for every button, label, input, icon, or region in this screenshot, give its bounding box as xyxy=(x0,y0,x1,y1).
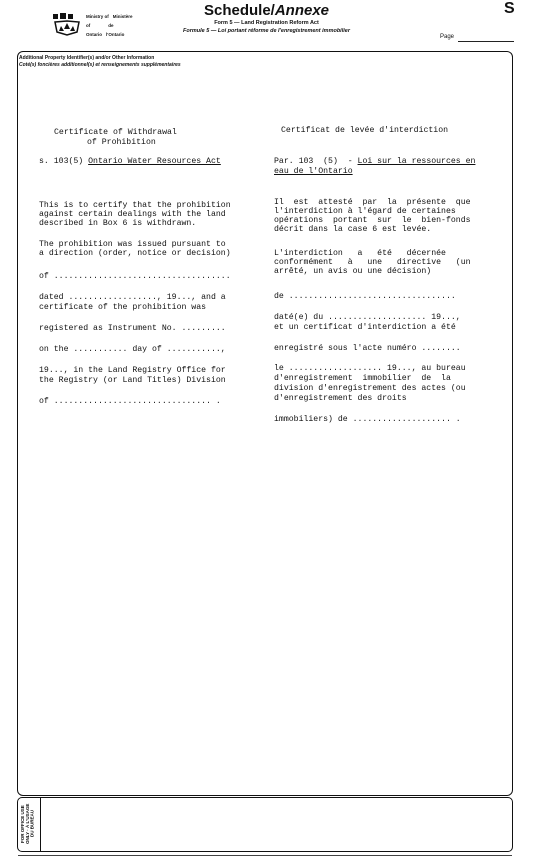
en-line-on-the: on the ........... day of ..........., xyxy=(39,345,226,354)
office-use-divider xyxy=(40,797,41,852)
en-line-of-end: of ................................ . xyxy=(39,397,221,406)
fr-line-enregistre: enregistré sous l'acte numéro ........ xyxy=(274,344,461,353)
ministry-en: Ministry of xyxy=(86,14,109,19)
en-statute-name: Ontario Water Resources Act xyxy=(88,157,221,166)
fr-line-le-1: le ................... 19..., au bureau xyxy=(274,364,466,373)
fr-line-le-3: division d'enregistrement des actes (ou xyxy=(274,384,466,393)
additional-info-label-en: Additional Property Identifier(s) and/or Other Information xyxy=(19,55,155,61)
fr-statute-ref: Par. 103 (5) - xyxy=(274,157,358,166)
fr-line-date-1: daté(e) du .................... 19..., xyxy=(274,313,461,322)
en-heading-2: of Prohibition xyxy=(87,138,156,147)
en-statute-ref: s. 103(5) xyxy=(39,157,89,166)
ministry-line2-en: of xyxy=(86,23,91,28)
fr-line-le-4: d'enregistrement des droits xyxy=(274,394,407,403)
ministry-fr: Ministère xyxy=(112,14,133,19)
en-line-dated-2: certificate of the prohibition was xyxy=(39,303,207,312)
page-title xyxy=(0,2,533,19)
en-line-dated-1: dated .................., 19..., and a xyxy=(39,293,226,302)
fr-line-date-2: et un certificat d'interdiction a été xyxy=(274,323,456,332)
page-label: Page xyxy=(440,34,455,40)
fr-statute xyxy=(274,157,475,166)
title-fr: Annexe xyxy=(274,2,330,19)
title-en: Schedule/ xyxy=(203,2,275,19)
fr-line-de: de .................................. xyxy=(274,292,456,301)
form-subtitle-fr: Formule 5 — Loi portant réforme de l'enregistrement immobilier xyxy=(183,28,350,34)
en-line-of: of .................................... xyxy=(39,272,231,281)
en-para-issued: The prohibition was issued pursuant to a direction (order, notice or decision) xyxy=(39,240,231,258)
additional-info-label-fr: Coté(s) foncières additionnel(s) et renseignements supplémentaires xyxy=(19,62,181,68)
fr-para-atteste: Il est attesté par la présente que l'interdiction à l'égard de certaines opérations portant sur le bien-fonds décrit dans la case 6 est levée. xyxy=(274,198,471,234)
province-fr: l'Ontario xyxy=(106,32,125,37)
fr-line-le-2: d'enregistrement immobilier de la xyxy=(274,374,451,383)
fr-statute-name-1: Loi sur la ressources en xyxy=(357,157,476,166)
office-use-label: FOR OFFICE USE ONLY · À L'USAGE DU BUREAU xyxy=(20,803,35,845)
page-number-field[interactable] xyxy=(458,41,514,42)
ministry-line2-fr: de xyxy=(108,23,114,28)
en-heading-1: Certificate of Withdrawal xyxy=(54,128,177,137)
en-line-registered: registered as Instrument No. ......... xyxy=(39,324,226,333)
en-para-certify: This is to certify that the prohibition against certain dealings with the land described in Box 6 is withdrawn. xyxy=(39,201,231,228)
fr-statute-name-2: eau de l'Ontario xyxy=(274,167,353,176)
form-subtitle-en: Form 5 — Land Registration Reform Act xyxy=(214,20,319,26)
fr-para-decernee: L'interdiction a été décernée conformément à une directive (un arrêté, un avis ou une décision) xyxy=(274,249,471,276)
en-line-19-1: 19..., in the Land Registry Office for xyxy=(39,366,226,375)
en-line-19-2: the Registry (or Land Titles) Division xyxy=(39,376,226,385)
additional-info-label xyxy=(19,55,181,69)
office-use-box xyxy=(17,797,513,852)
en-statute xyxy=(39,157,221,166)
fr-heading: Certificat de levée d'interdiction xyxy=(281,126,449,135)
schedule-letter: S xyxy=(504,0,515,17)
bottom-rule xyxy=(18,855,512,862)
province-en: Ontario xyxy=(86,32,103,37)
fr-line-immobiliers: immobiliers) de .................... . xyxy=(274,415,461,424)
